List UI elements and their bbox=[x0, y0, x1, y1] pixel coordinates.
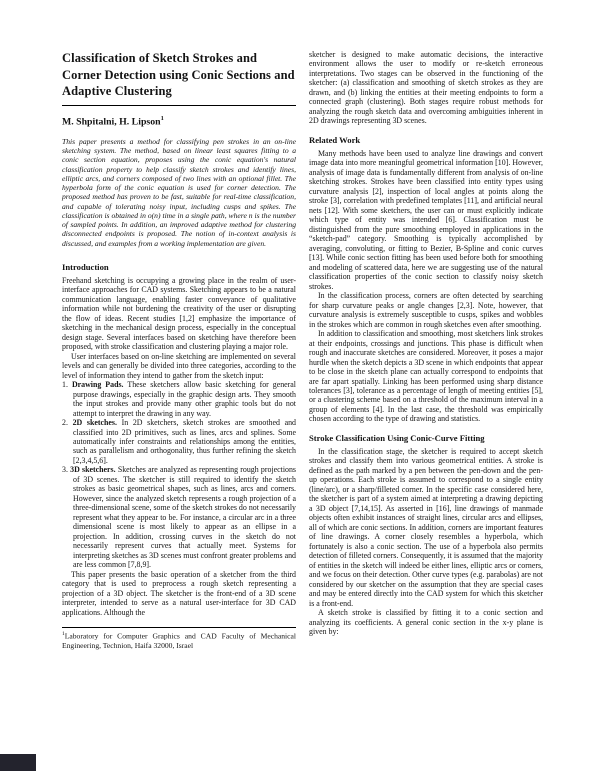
paragraph: Freehand sketching is occupying a growing place in the realm of user-interface approaches for CAD systems. Sketching appears to be a natural communication language, enabling faster conveyance of qualitative information while not burdening the creativity of the user or disrupting the flow of ideas. Recent studies [1,2] emphasize the importance of sketching in the mechanical design process, especially in the conceptual design stage. Several interfaces based on sketching have therefore been proposed, with stroke classification and clustering playing a major role. bbox=[62, 275, 296, 352]
list-text: In 2D sketchers, sketch strokes are smoothed and classified into 2D primitives, such as lines, arcs and splines. Some automatically infer constraints and relationships among the entities, such as parallelism and orthogonality, thus further refining the sketch [2,3,4,5,6]. bbox=[73, 418, 296, 465]
author-affiliation-mark: 1 bbox=[160, 114, 164, 122]
list-label: Drawing Pads. bbox=[71, 380, 124, 390]
list-number: 3. bbox=[62, 465, 68, 475]
list-item bbox=[62, 380, 296, 418]
paragraph: User interfaces based on on-line sketching are implemented on several levels and can generally be divided into three categories, according to the level of information they intend to gather from the sketch input: bbox=[62, 351, 296, 380]
page-corner-badge bbox=[0, 754, 36, 771]
section-heading-related-work: Related Work bbox=[309, 134, 361, 145]
footnote-mark: 1 bbox=[62, 631, 65, 638]
paragraph: In the classification process, corners are often detected by searching for sharp curvature peaks or angle changes [2,3]. Note, however, that curvature analysis is extremely susceptible to cusps, spikes and wobbles in the strokes which are common in rough sketches even after smoothing. bbox=[309, 291, 543, 329]
list-label: 3D sketchers. bbox=[70, 465, 116, 475]
author-names: M. Shpitalni, H. Lipson bbox=[62, 115, 161, 127]
right-column bbox=[309, 50, 543, 650]
paragraph: sketcher is designed to make automatic decisions, the interactive environment allows the user to modify or re-sketch erroneous interpretations. Two stages can be observed in the functioning of the sketcher: (a) classification and smoothing of sketch strokes as they are drawn, and (b) linking the entities at their meeting endpoints to form a connected graph (clustering). Both stages require robust methods for analyzing the rough sketch data and overcoming ambiguities inherent in 2D drawings representing 3D scenes. bbox=[309, 50, 543, 126]
list-item bbox=[62, 418, 296, 465]
left-column bbox=[62, 50, 296, 650]
section-heading-stroke-classification: Stroke Classification Using Conic-Curve Fitting bbox=[309, 432, 485, 443]
footnote-text: Laboratory for Computer Graphics and CAD Faculty of Mechanical Engineering, Technion, Haifa 32000, Israel bbox=[62, 631, 296, 650]
list-text: Sketches are analyzed as representing rough projections of 3D scenes. The sketcher is still required to identify the sketch strokes as basic geometrical shapes, such as lines, arcs and corners. However, since the analyzed sketch represents a rough projection of a three-dimensional scene, some of the sketch strokes do not necessarily represent what they appear to be. For instance, a circular arc in a three dimensional scene is most likely to appear as an ellipse in a projection. In addition, crossing curves in the sketch do not necessarily represent curves that actually meet. Systems for interpreting sketches as 3D scenes must confront greater problems and are less common [7,8,9]. bbox=[73, 465, 296, 570]
list-number: 2. bbox=[62, 418, 68, 428]
list-number: 1. bbox=[62, 380, 68, 390]
abstract: This paper presents a method for classifying pen strokes in an on-line sketching system. The method, based on linear least squares fitting to a conic section equation, proposes using the conic equation's natural classification property to help classify sketch strokes and identify lines, elliptic arcs, and corners composed of two lines with an optional fillet. The hyperbola form of the conic equation is used for corner detection. The proposed method has proven to be fast, suitable for real-time classification, and capable of tolerating noisy input, including cusps and spikes. The classification is obtained in o(n) time in a single path, where n is the number of sampled points. In addition, an improved adaptive method for clustering disconnected endpoints is proposed. The notion of in-context analysis is discussed, and examples from a working implementation are given. bbox=[62, 136, 296, 248]
list-text: These sketchers allow basic sketching for general purpose drawings, especially in the graphic design arts. They smooth the input strokes and provide many other graphic tools but do not attempt to interpret the drawing in any way. bbox=[73, 380, 296, 418]
paper-title: Classification of Sketch Strokes and Corner Detection using Conic Sections and Adaptive Clustering bbox=[62, 50, 296, 106]
paragraph: In addition to classification and smoothing, most sketchers link strokes at their endpoints, crossings and junctions. This phase is difficult when rough and inaccurate sketches are considered. Moreover, it poses a major hurdle when the sketch depicts a 3D scene in which endpoints that appear to be close in the sketch plane can actually correspond to endpoints that are far apart spatially. Linking has been performed using sharp distance tolerances [3], tolerance as a percentage of length of meeting entities [5], or a clustering scheme based on a threshold of the maximum interval in a group of elements [4]. In the last case, the threshold was empirically chosen according to the type of drawing and statistics. bbox=[309, 329, 543, 424]
two-column-layout bbox=[62, 50, 544, 650]
paragraph: Many methods have been used to analyze line drawings and convert image data into more meaningful geometrical information [10]. However, analysis of image data is fundamentally different from analysis of on-line sketching strokes. Strokes have been classified into entity types using curvature analysis [2], inspection of local angles at points along the stroke [3], correlation with predefined templates [11], and artificial neural nets [12]. With some sketchers, the user can or must explicitly indicate which type of entity was intended [6]. Classification must be distinguished from the pure smoothing employed in applications in the “sketch-pad” category. Smoothing is typically accomplished by averaging, convoluting, or fitting to Bezier, B-Spline and conic curves [13]. While conic section fitting has been used before both for smoothing and modeling of scattered data, here we are suggesting use of the natural classification properties of the conic section to classify noisy sketch strokes. bbox=[309, 148, 543, 291]
authors-line bbox=[62, 115, 296, 127]
paragraph: In the classification stage, the sketcher is required to accept sketch strokes and classify them into various geometrical entities. A stroke is defined as the path marked by a pen between the pen-down and the pen-up operations. Each stroke is assumed to correspond to a single entity (line/arc), or a sharp/filleted corner. In the specific case considered here, the sketcher is part of a system aimed at interpreting a drawing depicting a 3D object [7,14,15]. As asserted in [16], line drawings of manmade objects often exhibit instances of straight lines, circular arcs and ellipses, all of which are conic sections. In addition, corners are important features of line drawings. A corner closely resembles a hyperbola, which fortunately is also a conic section. The use of a hyperbola also permits detection of filleted corners. Consequently, it is assumed that the majority of entities in the sketch will indeed be either lines, elliptic arcs or corners, and we focus on their detection. Other curve types (e.g. parabolas) are not considered by our sketcher on the assumption that they are special cases and may be entered directly into the CAD system for which this sketcher is a front-end. bbox=[309, 446, 543, 608]
section-heading-introduction: Introduction bbox=[62, 261, 109, 272]
paragraph: A sketch stroke is classified by fitting it to a conic section and analyzing its coefficients. A general conic section in the x-y plane is given by: bbox=[309, 608, 543, 637]
list-item bbox=[62, 465, 296, 569]
footnote bbox=[62, 627, 296, 650]
paragraph: This paper presents the basic operation of a sketcher from the third category that is used to preprocess a rough sketch representing a projection of a 3D object. The sketcher is the front-end of a 3D scene interpreter, intended to serve as a natural user-interface for 3D CAD applications. Although the bbox=[62, 569, 296, 617]
list-label: 2D sketches. bbox=[72, 418, 117, 428]
